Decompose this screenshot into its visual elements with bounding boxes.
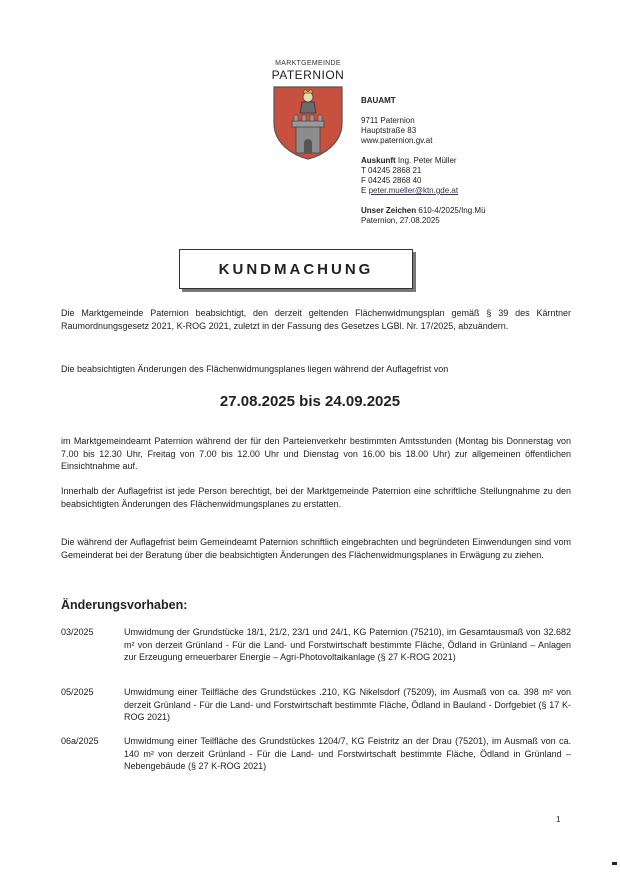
reference-line bbox=[361, 206, 486, 216]
section-heading: Änderungsvorhaben: bbox=[61, 598, 188, 612]
logo-title: PATERNION bbox=[271, 68, 345, 82]
office-hours-paragraph: im Marktgemeindeamt Paternion während der für den Parteienverkehr bestimmten Amtsstunden (Montag bis Donnerstag von 7.00 bis 12.30 Uhr, Freitag von 7.00 bis 12.00 Uhr und Dienstag von 16.00 bis 18.00 Uhr) zur allgemeinen öffentlichen Einsichtnahme auf. bbox=[61, 436, 571, 471]
title-box bbox=[179, 249, 413, 289]
statement-paragraph: Innerhalb der Auflagefrist ist jede Person berechtigt, bei der Marktgemeinde Paternion eine schriftliche Stellungnahme zu den beabsichtigten Änderungen des Flächenwidmungsplanes zu erstatten. bbox=[61, 486, 571, 509]
intro-paragraph: Die Marktgemeinde Paternion beabsichtigt, den derzeit geltenden Flächenwidmungsplan gemäß § 39 des Kärntner Raumordnungsgesetz 2021, K-ROG 2021, zuletzt in der Fassung des Gesetzes LGBl. Nr. 17/2025, abzuändern. bbox=[61, 308, 571, 331]
reference-value: 610-4/2025/Ing.Mü bbox=[418, 206, 486, 215]
objections-paragraph: Die während der Auflagefrist beim Gemeindeamt Paternion schriftlich eingebrachten und begründeten Einwendungen sind vom Gemeinderat bei der Beratung über die beabsichtigten Änderungen des Flächenwidmungsplanes in Erwägung zu ziehen. bbox=[61, 537, 571, 560]
changes-intro-paragraph: Die beabsichtigten Änderungen des Flächenwidmungsplanes liegen während der Auflagefrist von bbox=[61, 364, 449, 374]
document-title: KUNDMACHUNG bbox=[218, 260, 374, 278]
email-prefix: E bbox=[361, 186, 367, 195]
address-line-2: Hauptstraße 83 bbox=[361, 126, 417, 135]
contact-line bbox=[361, 156, 486, 166]
project-description: Umwidmung einer Teilfläche des Grundstückes .210, KG Nikelsdorf (75209), im Ausmaß von ca. 398 m² von derzeit Grünland - Für die Land- und Forstwirtschaft bestimmte Fläche, Ödland in Bauland - Dorfgebiet (§ 17 K-ROG 2021) bbox=[124, 687, 571, 722]
project-description: Umwidmung einer Teilfläche des Grundstückes 1204/7, KG Feistritz an der Drau (75201), im Ausmaß von ca. 140 m² von derzeit Grünland - Für die Land- und Forstwirtschaft bestimmte Fläche, Ödland in Grünland – Nebengebäude (§ 27 K-ROG 2021) bbox=[124, 736, 571, 771]
document-date: Paternion, 27.08.2025 bbox=[361, 216, 440, 225]
office-contact-block bbox=[361, 96, 486, 226]
department-name: BAUAMT bbox=[361, 96, 396, 105]
project-number: 05/2025 bbox=[61, 687, 94, 697]
contact-name: Ing. Peter Müller bbox=[397, 156, 457, 165]
date-range: 27.08.2025 bis 24.09.2025 bbox=[219, 393, 401, 410]
logo-subtitle: MARKTGEMEINDE bbox=[275, 60, 341, 67]
project-number: 06a/2025 bbox=[61, 736, 99, 746]
scan-edge-mark bbox=[612, 862, 617, 865]
website-link[interactable]: www.paternion.gv.at bbox=[361, 136, 433, 145]
coat-of-arms-icon bbox=[272, 85, 344, 161]
email-link[interactable]: peter.mueller@ktn.gde.at bbox=[368, 186, 459, 195]
project-number: 03/2025 bbox=[61, 627, 94, 637]
project-description: Umwidmung der Grundstücke 18/1, 21/2, 23/1 und 24/1, KG Paternion (75210), im Gesamtausmaß von 32.682 m² von derzeit Grünland - Für die Land- und Forstwirtschaft bestimmte Fläche, Ödland in Grünland – Anlagen zur Erzeugung erneuerbarer Energie – Agri-Photovoltaikanlage (§ 27 K-ROG 2021) bbox=[124, 627, 571, 662]
municipality-logo bbox=[268, 60, 348, 161]
fax-number: F 04245 2868 40 bbox=[361, 176, 422, 185]
contact-label: Auskunft bbox=[361, 156, 396, 165]
reference-label: Unser Zeichen bbox=[361, 206, 417, 215]
email-line bbox=[361, 186, 486, 196]
address-line-1: 9711 Paternion bbox=[361, 116, 415, 125]
phone-number: T 04245 2868 21 bbox=[361, 166, 422, 175]
page-number: 1 bbox=[556, 815, 561, 824]
